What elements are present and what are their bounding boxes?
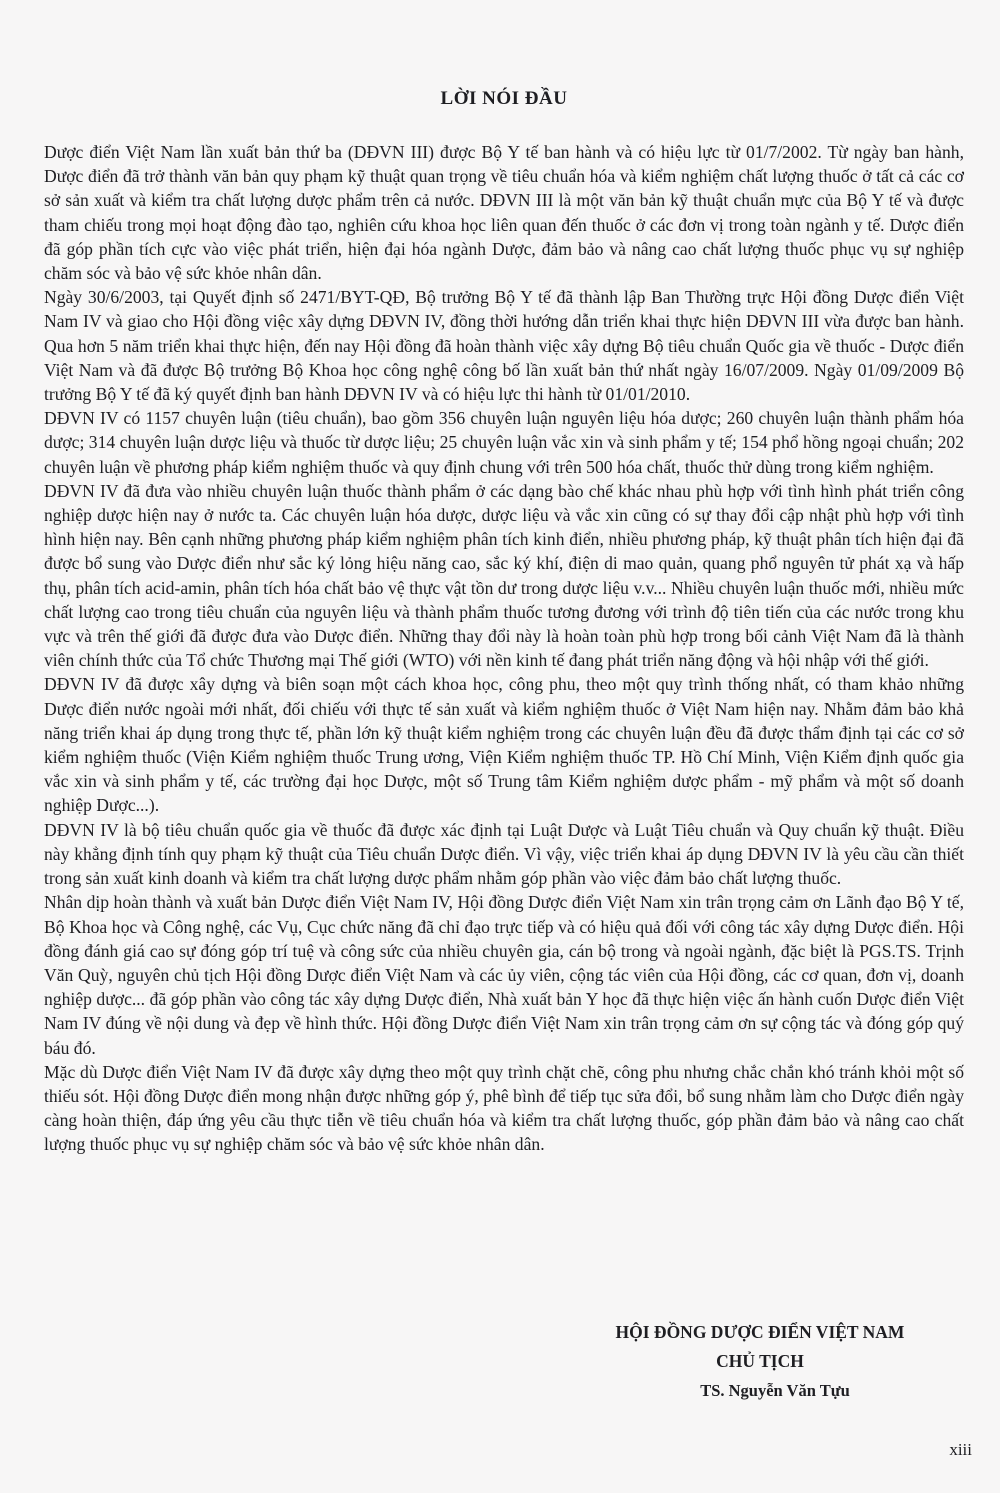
signature-block [560, 1318, 960, 1405]
paragraph-2: Ngày 30/6/2003, tại Quyết định số 2471/BYT-QĐ, Bộ trưởng Bộ Y tế đã thành lập Ban Thường trực Hội đồng Dược điển Việt Nam IV và giao cho Hội đồng việc xây dựng DĐVN IV, đồng thời hướng dẫn triển khai thực hiện DĐVN III vừa được ban hành. Qua hơn 5 năm triển khai thực hiện, đến nay Hội đồng đã hoàn thành việc xây dựng Bộ tiêu chuẩn Quốc gia về thuốc - Dược điển Việt Nam và đã được Bộ trưởng Bộ Khoa học công nghệ công bố lần xuất bản thứ nhất ngày 16/07/2009. Ngày 01/09/2009 Bộ trưởng Bộ Y tế đã ký quyết định ban hành DĐVN IV và có hiệu lực thi hành từ 01/01/2010. [44, 287, 964, 405]
paragraph-4: DĐVN IV đã đưa vào nhiều chuyên luận thuốc thành phẩm ở các dạng bào chế khác nhau phù hợp với tình hình phát triển công nghiệp dược hiện nay ở nước ta. Các chuyên luận hóa dược, dược liệu và vắc xin cũng có sự thay đổi cập nhật phù hợp với tình hình hiện nay. Bên cạnh những phương pháp kiểm nghiệm phân tích kinh điển, nhiều phương pháp, kỹ thuật phân tích hiện đại đã được bổ sung vào Dược điển như sắc ký lỏng hiệu năng cao, sắc ký khí, điện di mao quản, quang phổ nguyên tử phát xạ và hấp thụ, phân tích acid-amin, phân tích hóa chất bảo vệ thực vật tồn dư trong dược liệu v.v... Nhiều chuyên luận thuốc mới, nhiều mức chất lượng cao trong tiêu chuẩn của nguyên liệu và thành phẩm thuốc tương đương với trình độ tiên tiến của các nước trong khu vực và trên thế giới đã được đưa vào Dược điển. Những thay đổi này là hoàn toàn phù hợp trong bối cảnh Việt Nam đã là thành viên chính thức của Tổ chức Thương mại Thế giới (WTO) với nền kinh tế đang phát triển năng động và hội nhập với thế giới. [44, 480, 964, 671]
paragraph-8: Mặc dù Dược điển Việt Nam IV đã được xây dựng theo một quy trình chặt chẽ, công phu nhưng chắc chắn khó tránh khỏi một số thiếu sót. Hội đồng Dược điển mong nhận được những góp ý, phê bình để tiếp tục sửa đổi, bổ sung nhằm làm cho Dược điển ngày càng hoàn thiện, đáp ứng yêu cầu thực tiễn về tiêu chuẩn hóa và kiểm tra chất lượng thuốc, góp phần đảm bảo và nâng cao chất lượng thuốc phục vụ sự nghiệp chăm sóc và bảo vệ sức khỏe nhân dân. [44, 1061, 964, 1155]
page-number: xiii [949, 1440, 972, 1459]
signature-organization: HỘI ĐỒNG DƯỢC ĐIỂN VIỆT NAM [615, 1322, 905, 1342]
paragraph-7: Nhân dịp hoàn thành và xuất bản Dược điển Việt Nam IV, Hội đồng Dược điển Việt Nam xin trân trọng cảm ơn Lãnh đạo Bộ Y tế, Bộ Khoa học và Công nghệ, các Vụ, Cục chức năng đã chỉ đạo trực tiếp và có hiệu quả đối với công tác xây dựng Dược điển. Hội đồng đánh giá cao sự đóng góp trí tuệ và công sức của nhiều chuyên gia, cán bộ trong và ngoài ngành, đặc biệt là PGS.TS. Trịnh Văn Quỳ, nguyên chủ tịch Hội đồng Dược điển Việt Nam và các ủy viên, cộng tác viên của Hội đồng, các cơ quan, đơn vị, doanh nghiệp dược... đã góp phần vào công tác xây dựng Dược điển, Nhà xuất bản Y học đã thực hiện việc ấn hành cuốn Dược điển Việt Nam IV đúng về nội dung và đẹp về hình thức. Hội đồng Dược điển Việt Nam xin trân trọng cảm ơn sự cộng tác và đóng góp quý báu đó. [44, 892, 964, 1058]
body-text [44, 140, 964, 1157]
paragraph-3: DĐVN IV có 1157 chuyên luận (tiêu chuẩn), bao gồm 356 chuyên luận nguyên liệu hóa dược; 260 chuyên luận thành phẩm hóa dược; 314 chuyên luận dược liệu và thuốc từ dược liệu; 25 chuyên luận vắc xin và sinh phẩm y tế; 154 phổ hồng ngoại chuẩn; 202 chuyên luận về phương pháp kiểm nghiệm thuốc và quy định chung với trên 500 hóa chất, thuốc thử dùng trong kiểm nghiệm. [44, 408, 964, 477]
page-title: LỜI NÓI ĐẦU [440, 88, 568, 109]
paragraph-1: Dược điển Việt Nam lần xuất bản thứ ba (DĐVN III) được Bộ Y tế ban hành và có hiệu lực từ 01/7/2002. Từ ngày ban hành, Dược điển đã trở thành văn bản quy phạm kỹ thuật quan trọng về tiêu chuẩn hóa và kiểm nghiệm chất lượng thuốc ở tất cả các cơ sở sản xuất và kiểm tra chất lượng dược phẩm trên cả nước. DĐVN III là một văn bản kỹ thuật chuẩn mực của Bộ Y tế và được tham chiếu trong mọi hoạt động đào tạo, nghiên cứu khoa học liên quan đến thuốc ở các đơn vị trong toàn ngành y tế. Dược điển đã góp phần tích cực vào việc phát triển, hiện đại hóa ngành Dược, đảm bảo và nâng cao chất lượng thuốc phục vụ sự nghiệp chăm sóc và bảo vệ sức khỏe nhân dân. [44, 142, 964, 284]
signature-name: TS. Nguyễn Văn Tựu [700, 1381, 850, 1400]
paragraph-6: DĐVN IV là bộ tiêu chuẩn quốc gia về thuốc đã được xác định tại Luật Dược và Luật Tiêu chuẩn và Quy chuẩn kỹ thuật. Điều này khẳng định tính quy phạm kỹ thuật của Tiêu chuẩn Dược điển. Vì vậy, việc triển khai áp dụng DĐVN IV là yêu cầu cần thiết trong sản xuất kinh doanh và kiểm tra chất lượng dược phẩm nhằm góp phần vào việc đảm bảo chất lượng thuốc. [44, 819, 964, 889]
signature-position: CHỦ TỊCH [716, 1351, 804, 1371]
paragraph-5: DĐVN IV đã được xây dựng và biên soạn một cách khoa học, công phu, theo một quy trình thống nhất, có tham khảo những Dược điển nước ngoài mới nhất, đối chiếu với thực tế sản xuất và kiểm nghiệm thuốc ở Việt Nam hiện nay. Nhằm đảm bảo khả năng triển khai áp dụng trong thực tế, phần lớn kỹ thuật kiểm nghiệm trong các chuyên luận đều đã được thẩm định tại các cơ sở kiểm nghiệm thuốc (Viện Kiểm nghiệm thuốc Trung ương, Viện Kiểm nghiệm thuốc TP. Hồ Chí Minh, Viện Kiểm định quốc gia vắc xin và sinh phẩm y tế, các trường đại học Dược, một số Trung tâm Kiểm nghiệm dược phẩm - mỹ phẩm và một số doanh nghiệp Dược...). [44, 674, 964, 816]
